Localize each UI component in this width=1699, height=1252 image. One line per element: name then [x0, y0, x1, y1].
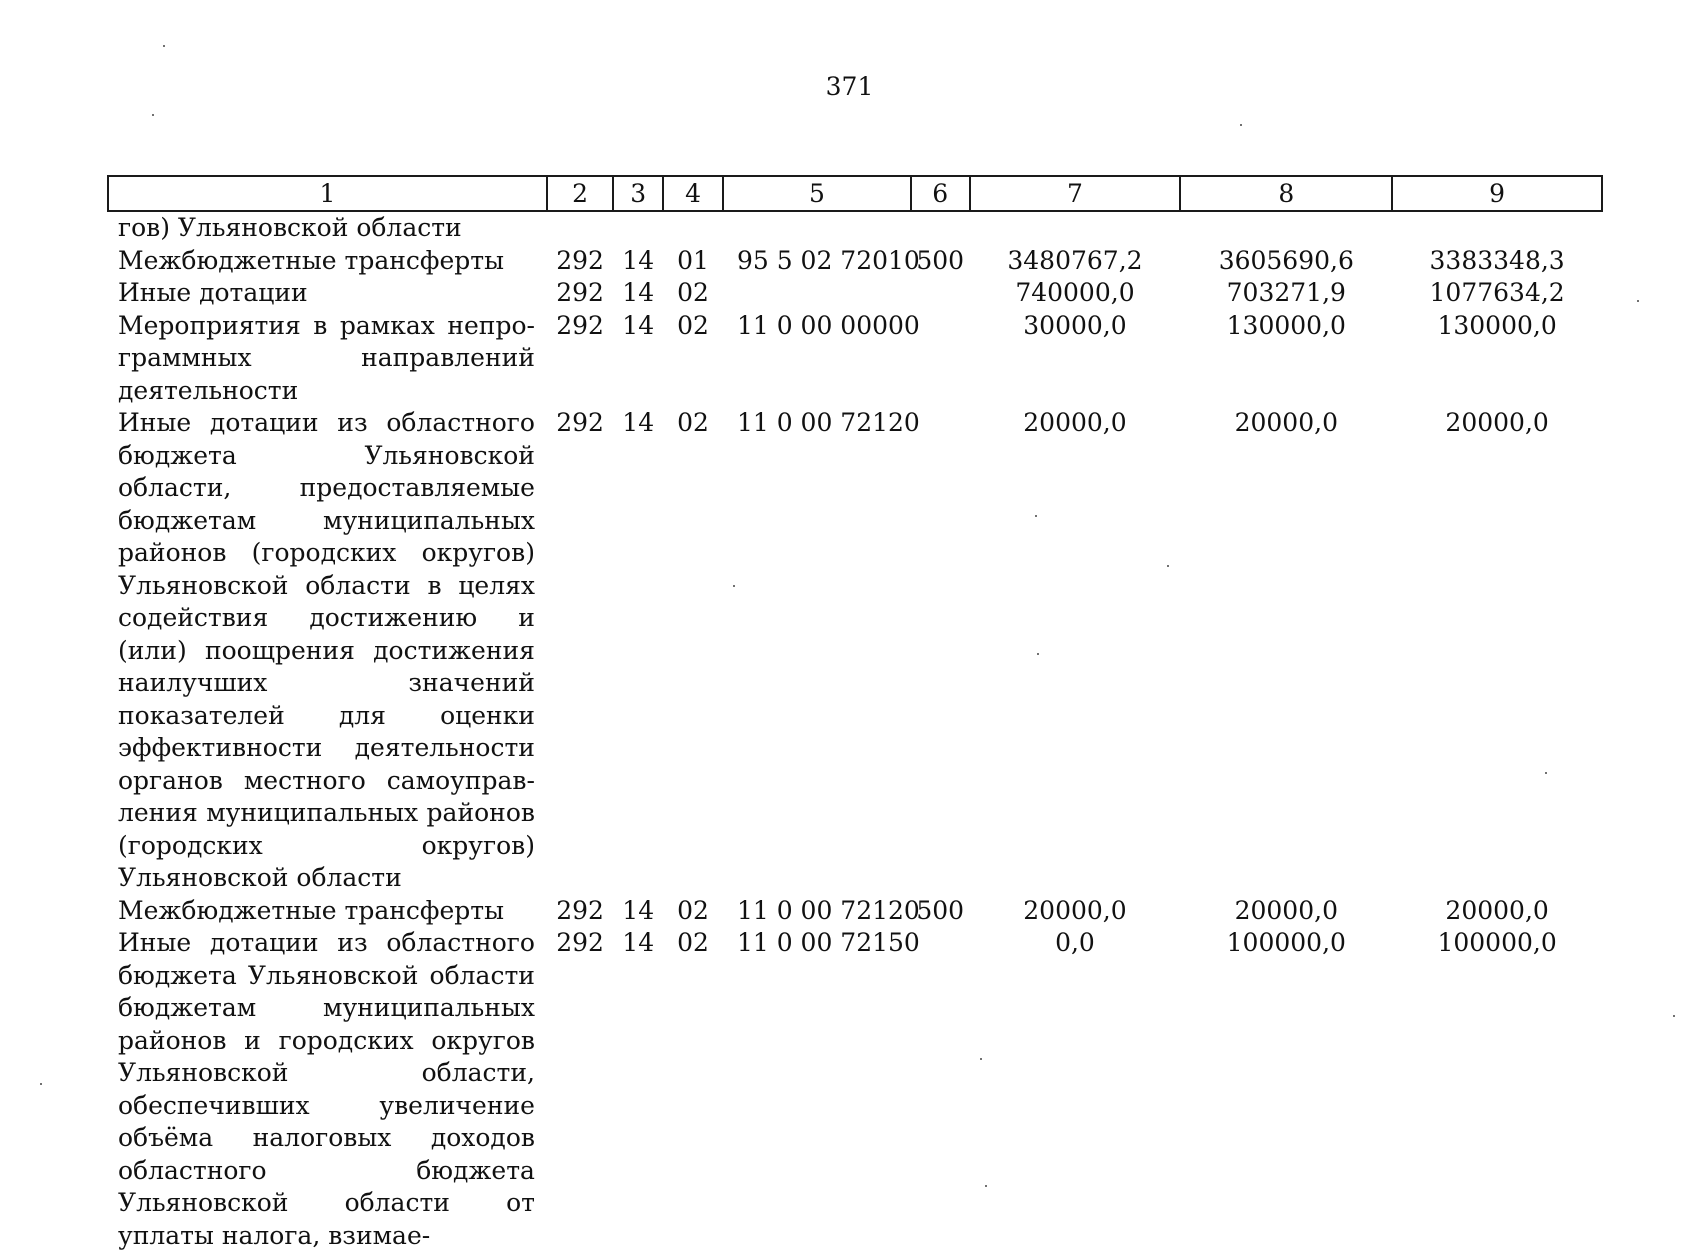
- header-col-9: 9: [1392, 176, 1602, 211]
- cell-col-8: 20000,0: [1234, 895, 1338, 925]
- cell-col-3: 14: [622, 408, 655, 437]
- header-col-8: 8: [1180, 176, 1392, 211]
- cell-col-2: 292: [556, 278, 604, 307]
- header-col-7: 7: [970, 176, 1181, 211]
- scan-speck: [1637, 300, 1639, 302]
- scan-speck: [985, 1185, 987, 1187]
- cell-col-3: 14: [622, 245, 655, 275]
- table-row: [108, 310, 1602, 408]
- cell-col-4: 02: [677, 928, 709, 957]
- row-name: Межбюджетные трансферты: [118, 895, 505, 925]
- cell-col-4: 02: [677, 278, 709, 307]
- cell-col-5: 11 0 00 72150: [736, 928, 920, 957]
- cell-col-8: 3605690,6: [1218, 245, 1354, 275]
- scan-speck: [733, 585, 735, 587]
- header-col-2: 2: [547, 176, 613, 211]
- scan-speck: [163, 45, 165, 47]
- header-col-6: 6: [911, 176, 970, 211]
- cell-col-9: 20000,0: [1445, 408, 1549, 437]
- cell-col-7: 0,0: [1055, 928, 1095, 957]
- cell-col-2: 292: [556, 408, 604, 437]
- cell-col-2: 292: [556, 245, 604, 275]
- cell-col-9: 1077634,2: [1429, 278, 1565, 307]
- cell-col-5: 11 0 00 72120: [736, 895, 920, 925]
- cell-col-2: 292: [556, 895, 604, 925]
- table-body: [108, 211, 1602, 1252]
- scan-speck: [40, 1083, 42, 1085]
- table-row: [108, 245, 1602, 278]
- scan-speck: [980, 1058, 982, 1060]
- cell-col-6: [911, 407, 970, 895]
- cell-col-5: 11 0 00 72120: [736, 408, 920, 437]
- cell-col-4: 01: [677, 245, 709, 275]
- row-name: Иные дотации из областного бюджета Ульяновской области бюджетам муниципальных районов и городских округов Ульяновской области, обеспечивших увеличение объёма налоговых доходов областного бюджета Ульяновской области от уплаты налога, взимае-: [118, 928, 535, 1250]
- row-name: Иные дотации из областного бюджета Ульяновской области, предоставляемые бюджетам муниципальных районов (городских округов) Ульяновской области в целях содействия достижению и (или) поощрения достижения наилучших значений показателей для оценки эффективности деятельности органов местного самоуправления муниципальных районов (городских округов) Ульяновской области: [118, 408, 535, 892]
- cell-col-9: 100000,0: [1437, 928, 1557, 957]
- header-col-5: 5: [723, 176, 911, 211]
- scan-speck: [1037, 653, 1039, 655]
- cell-col-3: 14: [622, 310, 655, 340]
- scan-speck: [1240, 124, 1242, 126]
- cell-col-8: 130000,0: [1226, 310, 1346, 340]
- header-col-4: 4: [663, 176, 723, 211]
- table-row: [108, 407, 1602, 895]
- cell-col-6: 500: [916, 245, 965, 275]
- cell-col-6: [911, 211, 970, 245]
- cell-col-7: [970, 211, 1181, 245]
- cell-col-6: [911, 927, 970, 1252]
- cell-col-8: 100000,0: [1226, 928, 1346, 957]
- cell-col-7: 20000,0: [1023, 408, 1127, 437]
- table-row: [108, 895, 1602, 928]
- header-col-1: 1: [108, 176, 547, 211]
- row-name: гов) Ульяновской области: [118, 213, 462, 242]
- cell-col-3: 14: [622, 278, 655, 307]
- cell-col-4: 02: [677, 310, 709, 340]
- cell-col-5: [723, 277, 911, 310]
- header-row: [108, 176, 1602, 211]
- cell-col-7: 20000,0: [1023, 895, 1127, 925]
- row-name: Мероприятия в рамках непрограммных направлений деятельности: [118, 310, 535, 405]
- cell-col-7: 30000,0: [1023, 310, 1127, 340]
- cell-col-6: 500: [916, 895, 965, 925]
- cell-col-4: 02: [677, 895, 709, 925]
- table-row: [108, 211, 1602, 245]
- cell-col-7: 740000,0: [1015, 278, 1135, 307]
- cell-col-4: [663, 211, 723, 245]
- cell-col-5: 11 0 00 00000: [736, 310, 920, 340]
- cell-col-3: 14: [622, 895, 655, 925]
- cell-col-9: 3383348,3: [1429, 245, 1565, 275]
- cell-col-9: [1392, 211, 1602, 245]
- table-header: [108, 176, 1602, 211]
- cell-col-2: 292: [556, 310, 604, 340]
- header-col-3: 3: [613, 176, 663, 211]
- cell-col-2: [547, 211, 613, 245]
- cell-col-9: 130000,0: [1437, 310, 1557, 340]
- cell-col-5: 95 5 02 72010: [736, 245, 920, 275]
- table-row: [108, 927, 1602, 1252]
- scan-speck: [1673, 1015, 1675, 1017]
- cell-col-3: 14: [622, 928, 655, 957]
- cell-col-8: 20000,0: [1234, 408, 1338, 437]
- scan-speck: [152, 114, 154, 116]
- scan-speck: [1035, 515, 1037, 517]
- budget-table: [107, 175, 1603, 1252]
- page-number: 371: [825, 72, 874, 101]
- cell-col-2: 292: [556, 928, 604, 957]
- scan-speck: [1167, 565, 1169, 567]
- cell-col-3: [613, 211, 663, 245]
- cell-col-9: 20000,0: [1445, 895, 1549, 925]
- cell-col-4: 02: [677, 408, 709, 437]
- cell-col-8: [1180, 211, 1392, 245]
- row-name: Иные дотации: [118, 278, 308, 307]
- cell-col-7: 3480767,2: [1007, 245, 1143, 275]
- cell-col-5: [723, 211, 911, 245]
- row-name: Межбюджетные трансферты: [118, 245, 505, 275]
- table-row: [108, 277, 1602, 310]
- scan-speck: [1545, 772, 1547, 774]
- cell-col-8: 703271,9: [1226, 278, 1346, 307]
- cell-col-6: [911, 277, 970, 310]
